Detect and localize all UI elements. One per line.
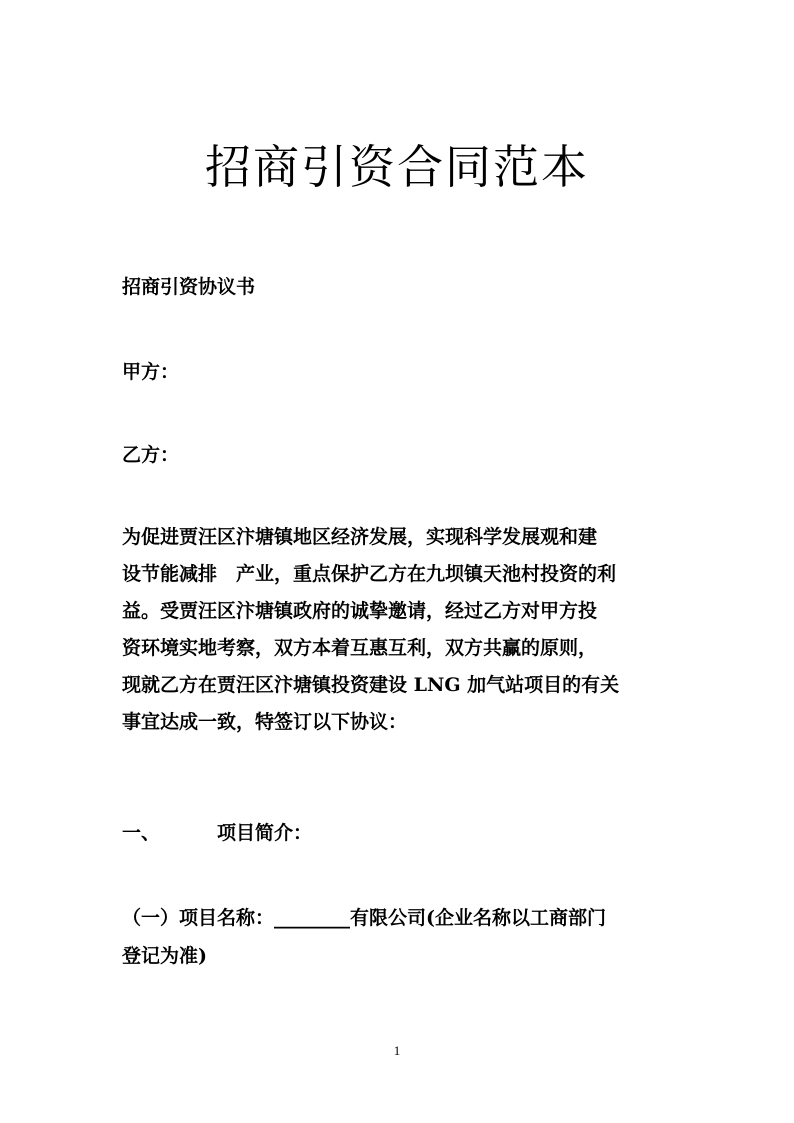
section-heading: 项目简介： bbox=[217, 822, 313, 844]
paragraph-line: 事宜达成一致，特签订以下协议： bbox=[122, 711, 408, 733]
paragraph-line: 为促进贾汪区汴塘镇地区经济发展，实现科学发展观和建 bbox=[122, 526, 598, 548]
page-number: 1 bbox=[393, 1043, 401, 1058]
paragraph-line: 益。受贾汪区汴塘镇政府的诚挚邀请，经过乙方对甲方投 bbox=[122, 600, 598, 622]
document-title: 招商引资合同范本 bbox=[205, 140, 589, 194]
paragraph-line: 现就乙方在贾汪区汴塘镇投资建设 LNG 加气站项目的有关 bbox=[122, 674, 620, 696]
section-number: 一、 bbox=[122, 822, 161, 844]
paragraph-line: 设节能减排 产业，重点保护乙方在九坝镇天池村投资的利 bbox=[122, 563, 617, 585]
paragraph-line: 资环境实地考察，双方本着互惠互利，双方共赢的原则， bbox=[122, 637, 598, 659]
party-b-label: 乙方： bbox=[122, 444, 180, 466]
item-line: （一）项目名称：________有限公司(企业名称以工商部门 bbox=[122, 907, 606, 929]
project-name-item bbox=[122, 902, 682, 978]
item-line: 登记为准) bbox=[122, 945, 207, 967]
agreement-subtitle: 招商引资协议书 bbox=[122, 276, 256, 298]
party-a-label: 甲方： bbox=[122, 361, 180, 383]
intro-paragraph bbox=[122, 521, 682, 743]
